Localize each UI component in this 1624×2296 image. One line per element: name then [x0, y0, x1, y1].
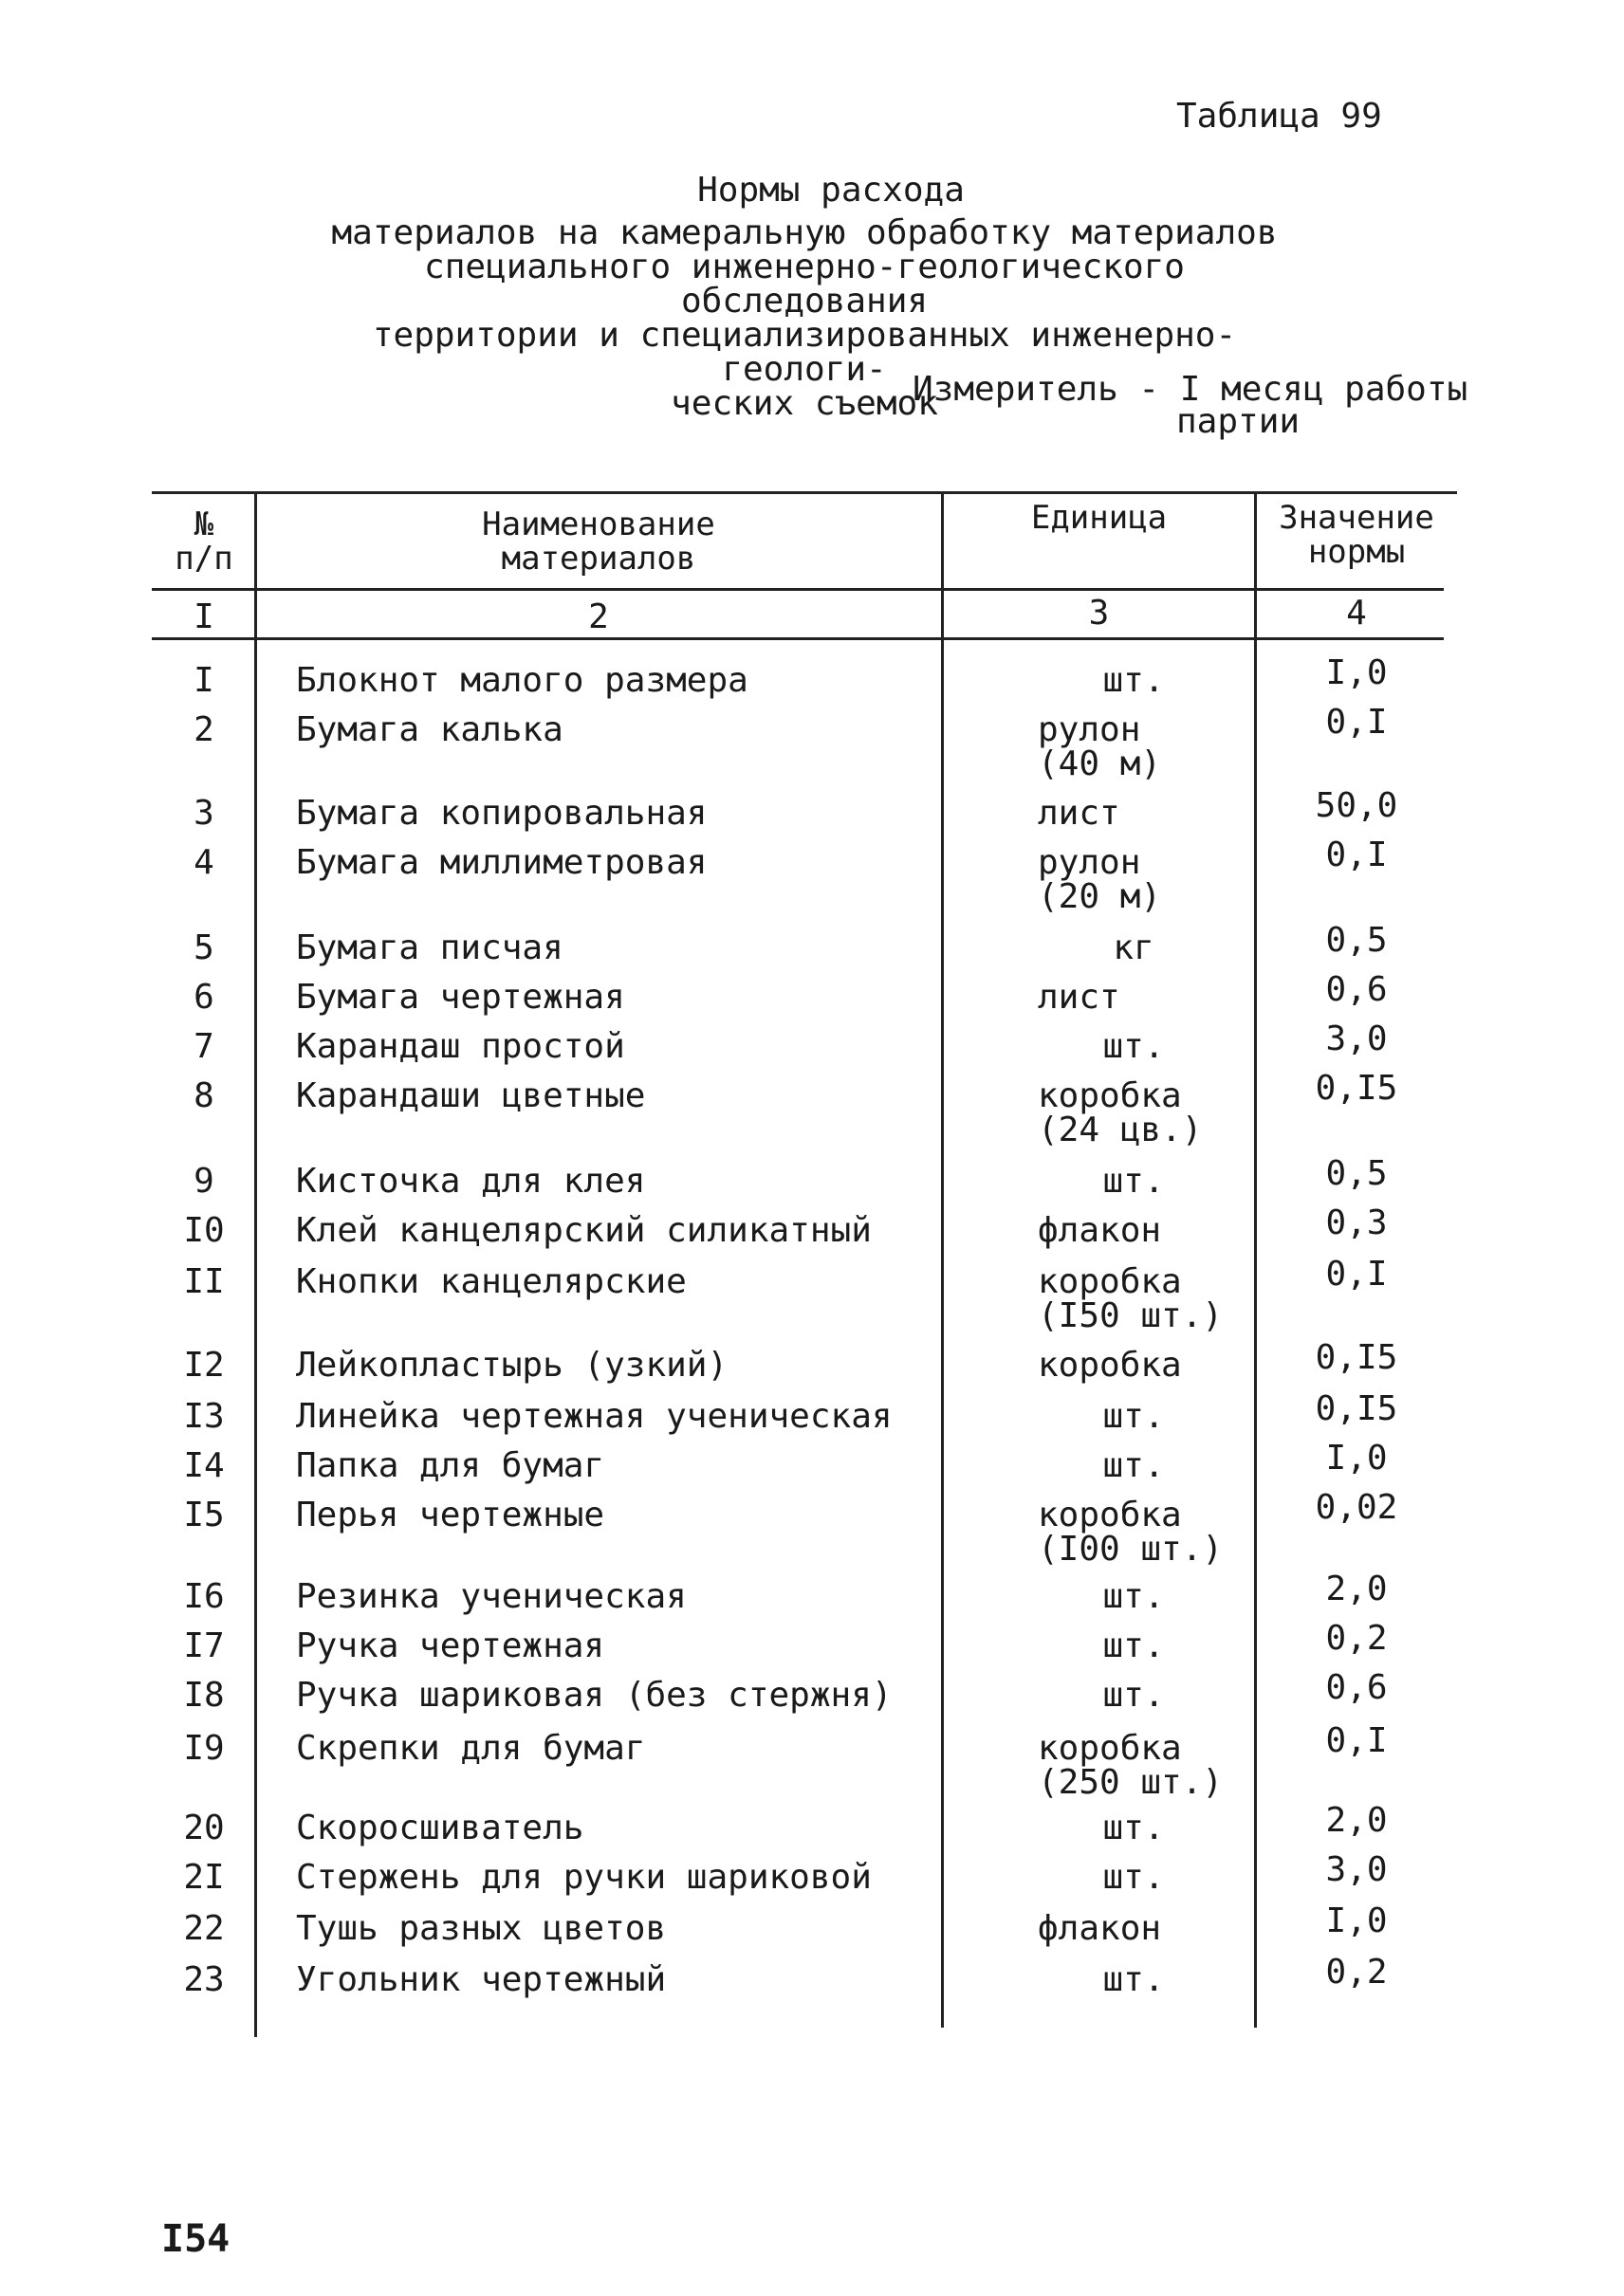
- row-number: 2I: [183, 1858, 225, 1897]
- norm-value: 0,6: [1325, 1668, 1388, 1707]
- material-name: Скрепки для бумаг: [296, 1729, 646, 1768]
- norm-value: 0,2: [1325, 1953, 1388, 1992]
- unit: шт.: [1102, 1446, 1165, 1485]
- unit: шт.: [1102, 1162, 1165, 1201]
- row-number: 8: [194, 1076, 214, 1115]
- unit: коробка (I50 шт.): [1038, 1262, 1224, 1335]
- row-number: 20: [183, 1809, 225, 1847]
- row-number: I3: [183, 1397, 225, 1436]
- unit: шт.: [1102, 1676, 1165, 1715]
- column-number: 2: [588, 597, 609, 636]
- column-divider: [941, 491, 944, 2028]
- material-name: Скоросшиватель: [296, 1809, 584, 1847]
- norm-value: I,0: [1325, 653, 1388, 692]
- unit: шт.: [1102, 1577, 1165, 1616]
- norm-value: I,0: [1325, 1439, 1388, 1478]
- table-caption: Таблица 99: [1176, 97, 1382, 136]
- table-header-rule: [152, 588, 1444, 591]
- row-number: 9: [194, 1162, 214, 1201]
- row-number: 4: [194, 843, 214, 882]
- material-name: Кнопки канцелярские: [296, 1262, 687, 1301]
- material-name: Кисточка для клея: [296, 1162, 646, 1201]
- unit: коробка (24 цв.): [1038, 1076, 1203, 1149]
- table-top-rule: [152, 491, 1457, 494]
- norm-value: 0,I5: [1315, 1338, 1398, 1377]
- unit: коробка (I00 шт.): [1038, 1496, 1224, 1569]
- subtitle-line: территории и специализированных инженерно-геологи-: [372, 316, 1237, 389]
- norm-value: 0,I: [1325, 703, 1388, 742]
- unit: шт.: [1102, 1809, 1165, 1847]
- row-number: I7: [183, 1626, 225, 1665]
- material-name: Линейка чертежная ученическая: [296, 1397, 893, 1436]
- unit: коробка (250 шт.): [1038, 1729, 1224, 1802]
- subtitle-line: материалов на камеральную обработку материалов: [331, 213, 1278, 252]
- norm-value: 0,2: [1325, 1619, 1388, 1658]
- subtitle-line: ческих съемок: [671, 384, 938, 423]
- unit: флакон: [1038, 1211, 1162, 1250]
- material-name: Угольник чертежный: [296, 1960, 667, 1999]
- norm-value: 0,I: [1325, 836, 1388, 874]
- material-name: Бумага писчая: [296, 928, 563, 967]
- page-number: I54: [161, 2217, 231, 2261]
- column-number: 3: [1088, 594, 1110, 633]
- norm-value: 0,3: [1325, 1203, 1388, 1242]
- norm-value: 0,5: [1325, 1154, 1388, 1193]
- row-number: I0: [183, 1211, 225, 1250]
- material-name: Бумага миллиметровая: [296, 843, 708, 882]
- row-number: I: [194, 661, 214, 700]
- row-number: 7: [194, 1027, 214, 1066]
- unit: флакон: [1038, 1909, 1162, 1948]
- column-header: № п/п: [175, 505, 233, 578]
- row-number: I9: [183, 1729, 225, 1768]
- row-number: 5: [194, 928, 214, 967]
- material-name: Клей канцелярский силикатный: [296, 1211, 872, 1250]
- unit: шт.: [1102, 1027, 1165, 1066]
- row-number: 3: [194, 794, 214, 833]
- material-name: Ручка чертежная: [296, 1626, 605, 1665]
- material-name: Бумага калька: [296, 710, 563, 749]
- row-number: I6: [183, 1577, 225, 1616]
- unit: коробка: [1038, 1346, 1182, 1385]
- norm-value: 0,6: [1325, 970, 1388, 1009]
- material-name: Папка для бумаг: [296, 1446, 605, 1485]
- material-name: Блокнот малого размера: [296, 661, 748, 700]
- column-number: I: [194, 597, 214, 636]
- unit: кг: [1113, 928, 1154, 967]
- row-number: 6: [194, 978, 214, 1017]
- norm-value: 0,I: [1325, 1255, 1388, 1294]
- column-number: 4: [1346, 594, 1367, 633]
- measure-unit-line2: партии: [1176, 402, 1301, 441]
- column-header: Единица: [1030, 499, 1168, 537]
- unit: рулон (40 м): [1038, 710, 1162, 783]
- unit: шт.: [1102, 1397, 1165, 1436]
- document-title: Нормы расхода: [697, 171, 965, 210]
- norm-value: 2,0: [1325, 1570, 1388, 1608]
- subtitle-line: специального инженерно-геологического обследования: [424, 248, 1185, 321]
- measure-unit-line1: Измеритель - I месяц работы: [913, 370, 1468, 409]
- row-number: 22: [183, 1909, 225, 1948]
- row-number: I4: [183, 1446, 225, 1485]
- norm-value: 0,5: [1325, 921, 1388, 960]
- column-header: Значение нормы: [1279, 499, 1434, 571]
- unit: лист: [1038, 978, 1120, 1017]
- row-number: I5: [183, 1496, 225, 1534]
- column-header: Наименование материалов: [482, 505, 715, 578]
- table-colnum-rule: [152, 637, 1444, 640]
- unit: шт.: [1102, 661, 1165, 700]
- material-name: Карандаши цветные: [296, 1076, 646, 1115]
- unit: шт.: [1102, 1626, 1165, 1665]
- material-name: Лейкопластырь (узкий): [296, 1346, 729, 1385]
- norm-value: 0,02: [1315, 1488, 1398, 1527]
- norm-value: 0,I: [1325, 1721, 1388, 1760]
- norm-value: 3,0: [1325, 1019, 1388, 1058]
- material-name: Бумага чертежная: [296, 978, 625, 1017]
- unit: рулон (20 м): [1038, 843, 1162, 916]
- material-name: Ручка шариковая (без стержня): [296, 1676, 893, 1715]
- material-name: Резинка ученическая: [296, 1577, 687, 1616]
- row-number: I2: [183, 1346, 225, 1385]
- norm-value: 2,0: [1325, 1801, 1388, 1840]
- norm-value: 0,I5: [1315, 1069, 1398, 1108]
- norm-value: 0,I5: [1315, 1389, 1398, 1428]
- norm-value: 3,0: [1325, 1850, 1388, 1889]
- norm-value: I,0: [1325, 1901, 1388, 1940]
- unit: лист: [1038, 794, 1120, 833]
- unit: шт.: [1102, 1858, 1165, 1897]
- row-number: II: [183, 1262, 225, 1301]
- norm-value: 50,0: [1315, 786, 1398, 825]
- unit: шт.: [1102, 1960, 1165, 1999]
- row-number: 23: [183, 1960, 225, 1999]
- row-number: I8: [183, 1676, 225, 1715]
- material-name: Стержень для ручки шариковой: [296, 1858, 872, 1897]
- material-name: Бумага копировальная: [296, 794, 708, 833]
- row-number: 2: [194, 710, 214, 749]
- material-name: Перья чертежные: [296, 1496, 605, 1534]
- material-name: Карандаш простой: [296, 1027, 625, 1066]
- material-name: Тушь разных цветов: [296, 1909, 667, 1948]
